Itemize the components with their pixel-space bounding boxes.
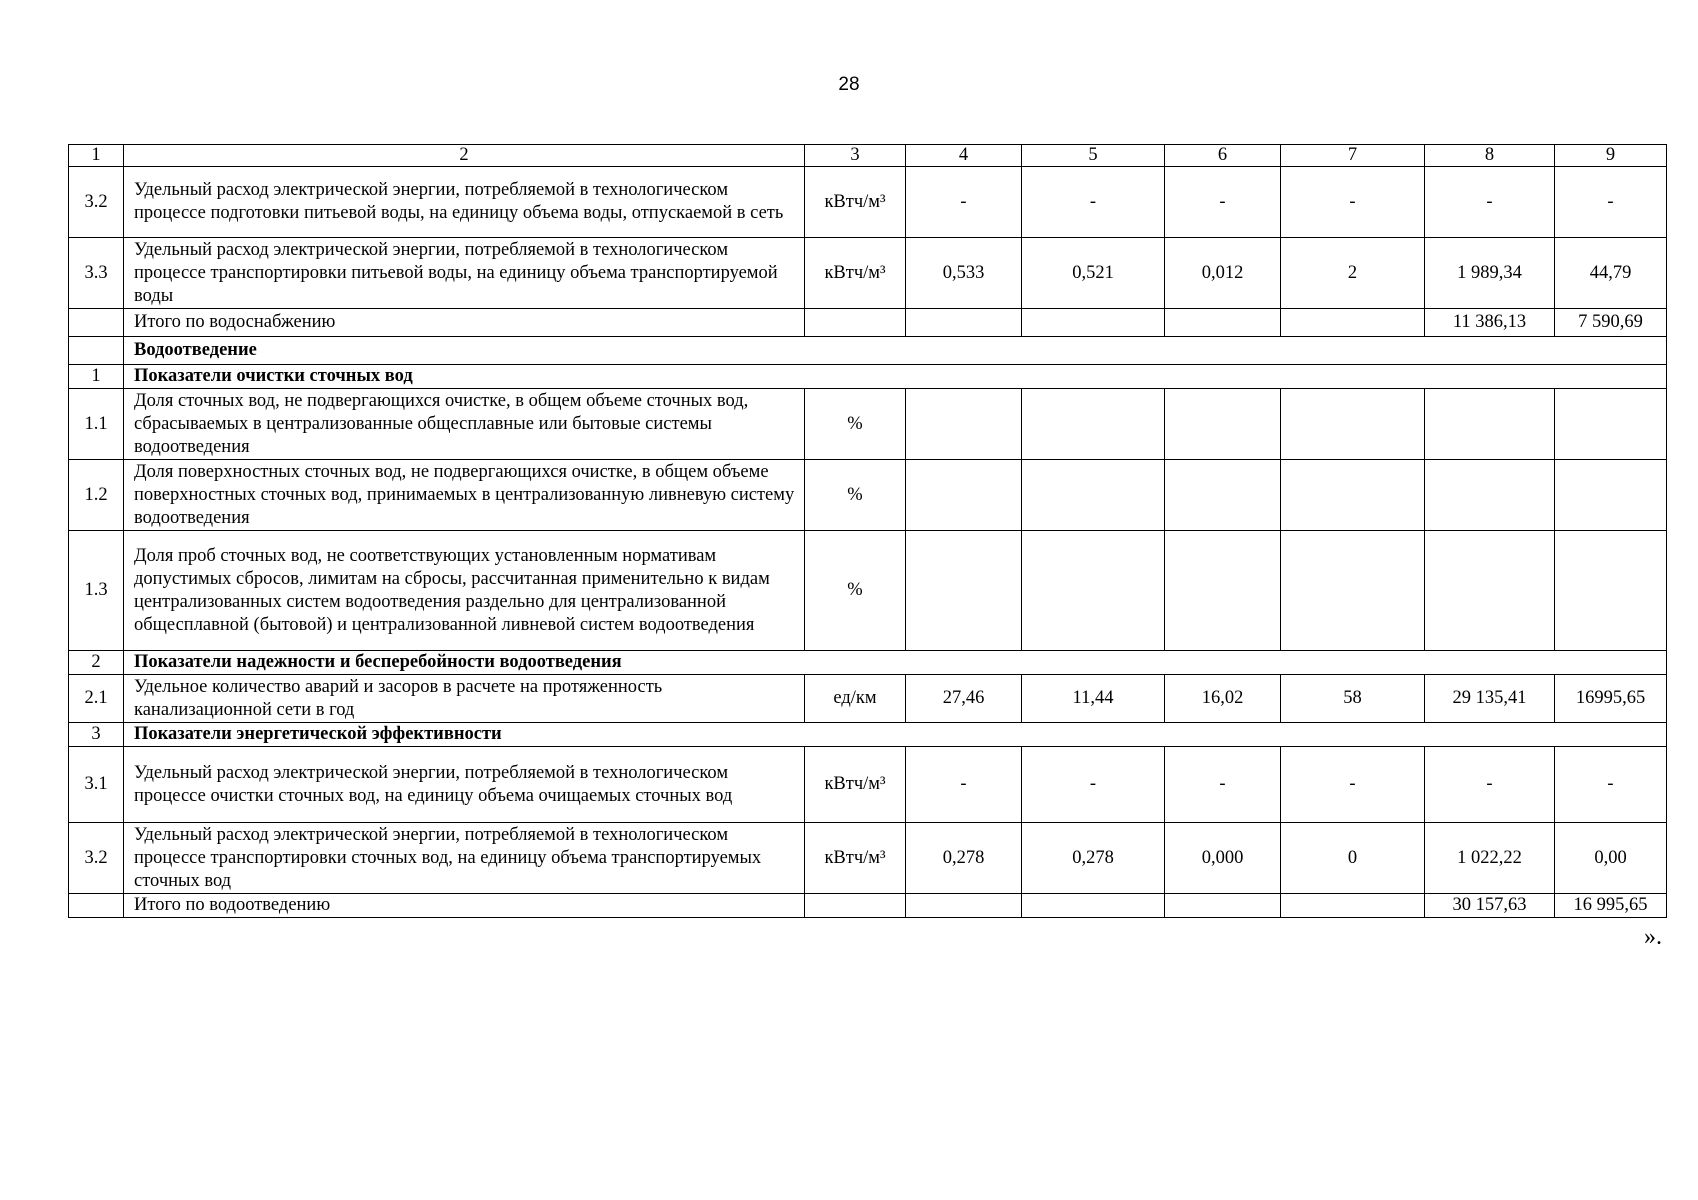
value-cell: - xyxy=(1165,167,1281,238)
value-cell xyxy=(1281,389,1425,460)
value-cell: - xyxy=(1281,747,1425,823)
unit-cell xyxy=(805,309,906,337)
table-row xyxy=(69,675,1667,723)
unit-cell: кВтч/м³ xyxy=(805,167,906,238)
row-number: 1.3 xyxy=(69,531,124,651)
row-description: Итого по водоотведению xyxy=(124,894,805,918)
row-number: 1.1 xyxy=(69,389,124,460)
value-cell xyxy=(906,460,1022,531)
value-cell xyxy=(1165,894,1281,918)
value-cell xyxy=(1281,894,1425,918)
row-description: Доля поверхностных сточных вод, не подвергающихся очистке, в общем объеме поверхностных сточных вод, принимаемых в централизованную ливневую систему водоотведения xyxy=(124,460,805,531)
unit-cell: кВтч/м³ xyxy=(805,238,906,309)
value-cell xyxy=(1165,309,1281,337)
value-cell: 11 386,13 xyxy=(1425,309,1555,337)
value-cell xyxy=(906,309,1022,337)
table-row xyxy=(69,389,1667,460)
value-cell: - xyxy=(1425,747,1555,823)
value-cell: 0,012 xyxy=(1165,238,1281,309)
table-row xyxy=(69,747,1667,823)
column-header: 8 xyxy=(1425,145,1555,167)
row-description: Удельный расход электрической энергии, потребляемой в технологическом процессе очистки сточных вод, на единицу объема очищаемых сточных вод xyxy=(124,747,805,823)
row-description: Удельное количество аварий и засоров в расчете на протяженность канализационной сети в год xyxy=(124,675,805,723)
row-description: Доля проб сточных вод, не соответствующих установленным нормативам допустимых сбросов, лимитам на сбросы, рассчитанная применительно к видам централизованных систем водоотведения раздельно для централизованной общесплавной (бытовой) и централизованной ливневой систем водоотведения xyxy=(124,531,805,651)
value-cell xyxy=(1555,460,1667,531)
value-cell: - xyxy=(1022,747,1165,823)
value-cell xyxy=(1425,531,1555,651)
value-cell: 30 157,63 xyxy=(1425,894,1555,918)
value-cell: 0,278 xyxy=(906,823,1022,894)
value-cell: 11,44 xyxy=(1022,675,1165,723)
value-cell: 16,02 xyxy=(1165,675,1281,723)
value-cell xyxy=(1165,460,1281,531)
row-number: 3.1 xyxy=(69,747,124,823)
row-number xyxy=(69,337,124,365)
value-cell: - xyxy=(1425,167,1555,238)
value-cell: - xyxy=(906,167,1022,238)
column-number-row xyxy=(69,145,1667,167)
table-row xyxy=(69,167,1667,238)
value-cell: 7 590,69 xyxy=(1555,309,1667,337)
column-header: 4 xyxy=(906,145,1022,167)
value-cell xyxy=(1555,389,1667,460)
section-row xyxy=(69,723,1667,747)
column-header: 9 xyxy=(1555,145,1667,167)
row-number: 3.3 xyxy=(69,238,124,309)
value-cell: - xyxy=(1281,167,1425,238)
row-description: Удельный расход электрической энергии, потребляемой в технологическом процессе транспортировки питьевой воды, на единицу объема транспортируемой воды xyxy=(124,238,805,309)
value-cell xyxy=(1022,460,1165,531)
total-row xyxy=(69,894,1667,918)
section-title: Водоотведение xyxy=(124,337,1667,365)
value-cell: 16995,65 xyxy=(1555,675,1667,723)
value-cell xyxy=(1281,460,1425,531)
section-row xyxy=(69,365,1667,389)
table-row xyxy=(69,238,1667,309)
column-header: 2 xyxy=(124,145,805,167)
column-header: 1 xyxy=(69,145,124,167)
unit-cell: кВтч/м³ xyxy=(805,823,906,894)
total-row xyxy=(69,309,1667,337)
value-cell xyxy=(1022,894,1165,918)
value-cell: 27,46 xyxy=(906,675,1022,723)
table-row xyxy=(69,531,1667,651)
value-cell: 0,000 xyxy=(1165,823,1281,894)
value-cell xyxy=(1425,460,1555,531)
row-number: 1 xyxy=(69,365,124,389)
value-cell: - xyxy=(1555,167,1667,238)
row-description: Удельный расход электрической энергии, потребляемой в технологическом процессе транспортировки сточных вод, на единицу объема транспортируемых сточных вод xyxy=(124,823,805,894)
row-number: 1.2 xyxy=(69,460,124,531)
value-cell xyxy=(1165,389,1281,460)
row-description: Итого по водоснабжению xyxy=(124,309,805,337)
column-header: 3 xyxy=(805,145,906,167)
value-cell xyxy=(1555,531,1667,651)
value-cell xyxy=(906,531,1022,651)
value-cell: - xyxy=(1022,167,1165,238)
column-header: 5 xyxy=(1022,145,1165,167)
value-cell: 1 989,34 xyxy=(1425,238,1555,309)
table-row xyxy=(69,823,1667,894)
unit-cell: % xyxy=(805,460,906,531)
unit-cell: % xyxy=(805,531,906,651)
value-cell: 0,521 xyxy=(1022,238,1165,309)
section-title: Показатели надежности и бесперебойности водоотведения xyxy=(124,651,1667,675)
page-number: 28 xyxy=(838,74,860,95)
value-cell: 44,79 xyxy=(1555,238,1667,309)
column-header: 7 xyxy=(1281,145,1425,167)
value-cell: - xyxy=(1165,747,1281,823)
value-cell xyxy=(1281,309,1425,337)
value-cell xyxy=(906,894,1022,918)
value-cell: 0,278 xyxy=(1022,823,1165,894)
section-title: Показатели очистки сточных вод xyxy=(124,365,1667,389)
value-cell: - xyxy=(906,747,1022,823)
value-cell: 0 xyxy=(1281,823,1425,894)
row-description: Доля сточных вод, не подвергающихся очистке, в общем объеме сточных вод, сбрасываемых в централизованные общесплавные или бытовые системы водоотведения xyxy=(124,389,805,460)
value-cell xyxy=(1425,389,1555,460)
unit-cell xyxy=(805,894,906,918)
row-number: 2.1 xyxy=(69,675,124,723)
value-cell xyxy=(1165,531,1281,651)
unit-cell: % xyxy=(805,389,906,460)
value-cell: 16 995,65 xyxy=(1555,894,1667,918)
closing-quote-mark: ». xyxy=(1644,924,1662,950)
section-row xyxy=(69,651,1667,675)
indicators-table xyxy=(68,144,1667,918)
value-cell xyxy=(1022,389,1165,460)
row-number: 3.2 xyxy=(69,167,124,238)
value-cell: 29 135,41 xyxy=(1425,675,1555,723)
value-cell xyxy=(1281,531,1425,651)
unit-cell: ед/км xyxy=(805,675,906,723)
value-cell: 58 xyxy=(1281,675,1425,723)
row-description: Удельный расход электрической энергии, потребляемой в технологическом процессе подготовки питьевой воды, на единицу объема воды, отпускаемой в сеть xyxy=(124,167,805,238)
value-cell xyxy=(1022,309,1165,337)
value-cell xyxy=(1022,531,1165,651)
row-number: 3 xyxy=(69,723,124,747)
column-header: 6 xyxy=(1165,145,1281,167)
value-cell: 1 022,22 xyxy=(1425,823,1555,894)
unit-cell: кВтч/м³ xyxy=(805,747,906,823)
value-cell xyxy=(906,389,1022,460)
row-number: 2 xyxy=(69,651,124,675)
value-cell: 2 xyxy=(1281,238,1425,309)
row-number xyxy=(69,894,124,918)
row-number: 3.2 xyxy=(69,823,124,894)
section-title: Показатели энергетической эффективности xyxy=(124,723,1667,747)
row-number xyxy=(69,309,124,337)
value-cell: 0,533 xyxy=(906,238,1022,309)
section-row xyxy=(69,337,1667,365)
table-row xyxy=(69,460,1667,531)
value-cell: - xyxy=(1555,747,1667,823)
value-cell: 0,00 xyxy=(1555,823,1667,894)
